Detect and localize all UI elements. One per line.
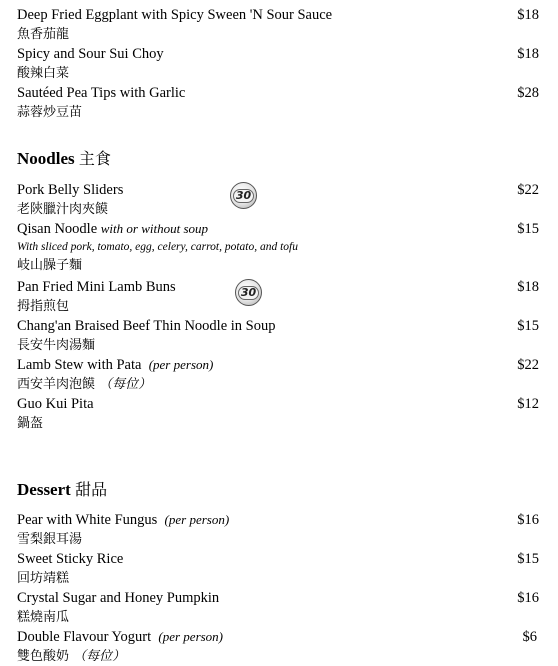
menu-item	[17, 6, 543, 43]
item-price: $6	[522, 629, 537, 645]
item-name: Chang'an Braised Beef Thin Noodle in Soup	[17, 318, 276, 334]
item-name: Pan Fried Mini Lamb Buns	[17, 279, 176, 295]
section-title: Noodles	[17, 149, 75, 168]
item-name-zh: 岐山臊子麵	[17, 258, 83, 273]
item-name-zh-line	[17, 648, 543, 665]
item-price: $15	[517, 551, 539, 567]
section-title-zh: 主食	[78, 149, 111, 168]
item-name: Sautéed Pea Tips with Garlic	[17, 85, 186, 101]
item-name: Sweet Sticky Rice	[17, 551, 124, 567]
item-price: $18	[517, 279, 539, 295]
item-price: $15	[517, 221, 539, 237]
item-price: $16	[517, 512, 539, 528]
menu-item	[17, 395, 543, 432]
menu-item	[17, 220, 543, 274]
item-note-zh: （每位）	[73, 649, 126, 664]
menu-item	[17, 45, 543, 82]
item-name-line	[17, 220, 543, 238]
item-name-zh: 酸辣白菜	[17, 66, 70, 81]
menu-item	[17, 511, 543, 548]
badge-label: 30	[238, 286, 259, 300]
section-title: Dessert	[17, 480, 71, 499]
item-name-zh: 魚香茄龍	[17, 27, 70, 42]
item-name: Qisan Noodle	[17, 221, 98, 237]
item-price: $22	[517, 357, 539, 373]
item-name-line	[17, 511, 543, 529]
item-name-zh-line	[17, 376, 543, 393]
item-price: $22	[517, 182, 539, 198]
item-name: Pork Belly Sliders	[17, 182, 124, 198]
item-name-zh: 雪梨銀耳湯	[17, 532, 83, 547]
item-note-zh: （每位）	[99, 377, 152, 392]
menu-item	[17, 317, 543, 354]
item-name-line	[17, 356, 543, 374]
item-note: (per person)	[164, 512, 230, 527]
item-name-zh: 糕燒南瓜	[17, 610, 70, 625]
item-name: Crystal Sugar and Honey Pumpkin	[17, 590, 220, 606]
menu-item	[17, 550, 543, 587]
item-name: Deep Fried Eggplant with Spicy Sween 'N Sour Sauce	[17, 7, 333, 23]
item-price: $18	[517, 7, 539, 23]
item-note: (per person)	[148, 357, 214, 372]
item-name-zh: 鍋盔	[17, 416, 44, 431]
30-minute-badge-icon	[235, 279, 262, 306]
menu-item	[17, 84, 543, 121]
item-note: with or without soup	[100, 221, 209, 236]
item-price: $28	[517, 85, 539, 101]
menu-item	[17, 278, 543, 315]
item-name-zh: 老陝臘汁肉夾饃	[17, 202, 109, 217]
item-name-zh: 蒜蓉炒豆苗	[17, 105, 83, 120]
badge-label: 30	[233, 189, 254, 203]
item-name-zh: 雙色酸奶	[17, 649, 70, 664]
item-name: Lamb Stew with Pata	[17, 357, 142, 373]
item-price: $12	[517, 396, 539, 412]
menu-item	[17, 589, 543, 626]
item-name-zh: 西安羊肉泡饃	[17, 377, 96, 392]
item-name: Double Flavour Yogurt	[17, 629, 152, 645]
section-heading-noodles	[17, 148, 111, 170]
menu-item	[17, 181, 543, 218]
item-price: $16	[517, 590, 539, 606]
item-note: (per person)	[158, 629, 224, 644]
item-name-zh: 長安牛肉湯麵	[17, 338, 96, 353]
30-minute-badge-icon	[230, 182, 257, 209]
item-price: $15	[517, 318, 539, 334]
item-name: Guo Kui Pita	[17, 396, 94, 412]
menu-item	[17, 356, 543, 393]
section-title-zh: 甜品	[75, 480, 108, 499]
item-name: Spicy and Sour Sui Choy	[17, 46, 164, 62]
item-name-zh: 拇指煎包	[17, 299, 70, 314]
menu-item	[17, 628, 543, 665]
item-description: With sliced pork, tomato, egg, celery, carrot, potato, and tofu	[17, 241, 298, 253]
section-heading-dessert	[17, 479, 107, 501]
item-price: $18	[517, 46, 539, 62]
item-name: Pear with White Fungus	[17, 512, 158, 528]
item-name-zh: 回坊靖糕	[17, 571, 70, 586]
item-name-line	[17, 628, 543, 646]
